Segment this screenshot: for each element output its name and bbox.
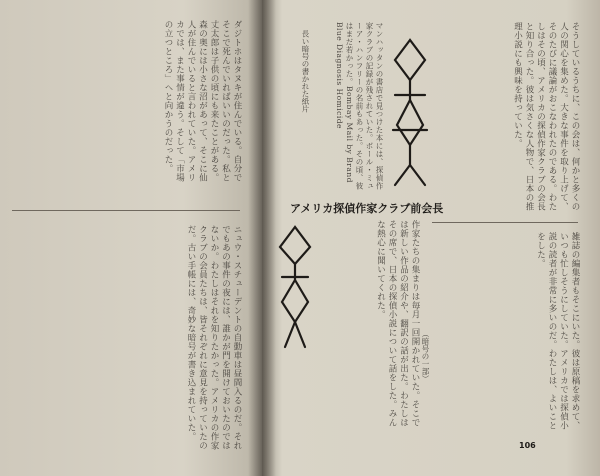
right-section-divider <box>432 222 578 223</box>
right-top-text: マンハッタンの書店で見つけた本には、探偵作家クラブの記録が残されていた。ボール・ミューア・ハンフリーの名前もあった。その頃、彼はまだ若かった。Bombay Mail by Brand Blue Diagnosis Homicide <box>335 22 384 190</box>
article-headline: アメリカ探偵作家クラブ前会長 <box>290 202 444 215</box>
left-upper-text: ダジトホはタヌキが住んでいる。自分でそこで死んでいればいいのだった。私と丈太郎は子供の頃にも来たことがある。森の奥には小さな沼があって、そこに仙人が住んでいると言われていた。アメリカでは、また事情が違う。そして「市場の立つところ」へと向かうのだった。 <box>163 20 242 182</box>
right-main-text: そうしているうちに、この会は、何かと多くの人の関心を集めた。大きな事件を取り上げて、そのたびに議論がおこなわれたのである。わたしはその頃、アメリカの探偵作家クラブの会長と知り合った。彼は気さくな人物で、日本の推理小説にも興味を持っていた。 <box>512 22 580 211</box>
right-bottom-text: 雑誌の編集者もそこにいた。彼は原稿を求めて、いつも忙しそうにしていた。アメリカでは探偵小説の読者が非常に多いのだ。わたしは、よいことをした。 <box>535 232 580 430</box>
page-number: 106 <box>519 441 536 450</box>
right-lower-text: 作家たちの集まりは毎月一回開かれていた。そこでは新しい作品の紹介や、翻訳の話が出た。わたしはその席で、日本の探偵小説について話をした。みんな熱心に聞いてくれた。 <box>375 220 420 427</box>
left-section-divider <box>12 210 240 211</box>
cipher-figure-bottom-icon <box>270 222 320 352</box>
cipher-figure-top-icon <box>385 35 435 195</box>
cipher-caption-bottom: （暗号の一部） <box>421 330 430 383</box>
cipher-caption-top: 長い暗号の書かれた紙片 <box>301 30 310 113</box>
left-lower-text: ニュウ・スチューデントの自動車は昼間入るのだ。それでもあの事件の夜には、誰かが門を開けておいたのではないか。わたしはそれを知りたかった。アメリカの作家クラブの会員たちは、皆それぞれに意見を持っていたのだ。古い手帳には、奇妙な暗号が書き込まれていた。 <box>186 225 242 450</box>
